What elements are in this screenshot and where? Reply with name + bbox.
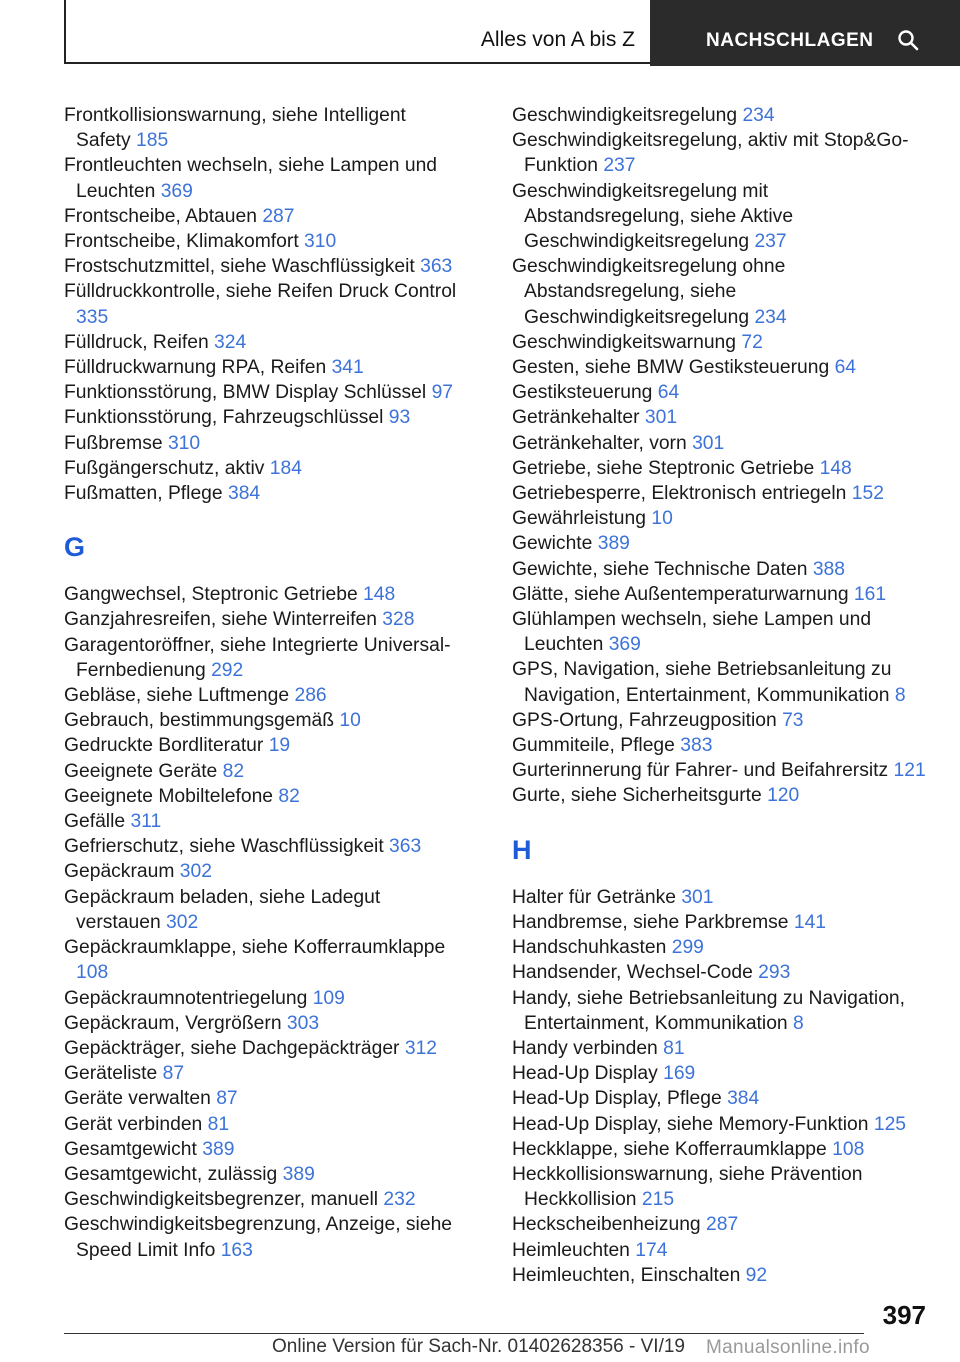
index-entry <box>64 229 464 254</box>
index-entry <box>64 431 464 456</box>
index-entry-text: Fußmatten, Pflege <box>64 483 223 505</box>
index-entry-text: Geeignete Mobiltelefone <box>64 785 274 807</box>
page-link[interactable]: 310 <box>167 432 201 454</box>
index-entry-text: Gepäckraum beladen, siehe Ladegut verstauen <box>64 886 381 933</box>
index-list <box>64 103 464 506</box>
page-link[interactable]: 328 <box>382 609 415 631</box>
tab-label: NACHSCHLAGEN <box>706 30 874 51</box>
index-entry-text: Geschwindigkeitsregelung <box>512 105 738 126</box>
index-entry-text: GPS-Ortung, Fahrzeugposition <box>512 709 777 731</box>
index-entry <box>512 506 932 531</box>
index-letter-heading: H <box>512 834 532 865</box>
page-link[interactable]: 363 <box>420 256 453 278</box>
page-link[interactable]: 363 <box>389 836 422 858</box>
index-entry <box>512 935 932 960</box>
index-entry-text: Garagentoröffner, siehe Integrierte Universal-Fernbedienung <box>64 634 451 681</box>
index-entry <box>64 405 464 430</box>
index-entry <box>512 1086 932 1111</box>
index-entry-text: Gesten, siehe BMW Gestiksteuerung <box>512 357 830 379</box>
index-entry <box>64 1086 464 1111</box>
index-entry-text: Gepäckraumklappe, siehe Kofferraumklappe <box>64 937 446 959</box>
index-entry <box>64 1112 464 1137</box>
page-link[interactable]: 108 <box>832 1138 865 1160</box>
index-entry-text: Gewährleistung <box>512 508 646 530</box>
index-entry-text: Geschwindigkeitsregelung, aktiv mit Stop&Go-Funktion <box>512 130 909 177</box>
index-entry <box>512 330 932 355</box>
index-column-right <box>512 103 932 1288</box>
page-number: 397 <box>882 1300 926 1330</box>
page-link[interactable]: 292 <box>211 659 244 681</box>
page-link[interactable]: 384 <box>727 1088 760 1110</box>
page-link[interactable]: 73 <box>782 709 804 731</box>
page-link[interactable]: 335 <box>76 306 109 328</box>
index-entry <box>64 708 464 733</box>
page-link[interactable]: 148 <box>819 457 852 479</box>
index-entry <box>512 607 932 657</box>
index-entry <box>64 1011 464 1036</box>
index-entry-text: Glühlampen wechseln, siehe Lampen und Leuchten <box>512 609 872 656</box>
page-link[interactable]: 302 <box>179 861 212 883</box>
index-entry <box>512 405 932 430</box>
index-entry <box>64 355 464 380</box>
index-entry-text: Heimleuchten, Einschalten <box>512 1264 741 1286</box>
index-entry <box>512 380 932 405</box>
index-entry <box>512 481 932 506</box>
index-letter-heading: G <box>64 532 86 563</box>
index-entry <box>512 1061 932 1086</box>
index-entry-text: Gewichte <box>512 533 593 555</box>
index-entry-text: Gurterinnerung für Fahrer- und Beifahrersitz <box>512 760 889 782</box>
index-entry <box>64 633 464 683</box>
page-link[interactable]: 286 <box>294 685 327 707</box>
page-link[interactable]: 237 <box>603 155 636 177</box>
page-link[interactable]: 81 <box>663 1037 685 1059</box>
index-entry-text: Gangwechsel, Steptronic Getriebe <box>64 584 358 606</box>
index-entry-text: Handsender, Wechsel-Code <box>512 962 753 984</box>
page-link[interactable]: 369 <box>160 180 193 202</box>
page-link[interactable]: 215 <box>641 1189 675 1211</box>
index-entry-text: Getränkehalter, vorn <box>512 432 687 454</box>
index-entry <box>64 1187 464 1212</box>
page-link[interactable]: 389 <box>597 533 630 555</box>
index-entry-text: Gepäckraum, Vergrößern <box>64 1012 282 1034</box>
index-entry-text: Gurte, siehe Sicherheitsgurte <box>512 785 762 807</box>
index-entry <box>512 885 932 910</box>
page-link[interactable]: 82 <box>222 760 245 782</box>
index-entry-text: Fülldruck, Reifen <box>64 331 209 353</box>
index-entry-text: Geschwindigkeitsbegrenzung, Anzeige, siehe Speed Limit Info <box>64 1214 453 1261</box>
page-link[interactable]: 10 <box>651 508 673 530</box>
search-icon <box>896 28 920 52</box>
index-entry-text: Heckkollisionswarnung, siehe Prävention Heckkollision <box>512 1163 863 1211</box>
index-entry-text: Gepäckträger, siehe Dachgepäckträger <box>64 1037 400 1059</box>
index-entry-text: Glätte, siehe Außentemperaturwarnung <box>512 583 849 605</box>
index-entry <box>64 279 464 329</box>
page-link[interactable]: 8 <box>793 1012 804 1034</box>
page-link[interactable]: 108 <box>76 962 109 984</box>
index-entry-text: Gummiteile, Pflege <box>512 735 675 757</box>
page-link[interactable]: 10 <box>339 710 361 732</box>
index-entry-text: Gestiksteuerung <box>512 382 653 404</box>
page-link[interactable]: 299 <box>671 937 704 959</box>
index-entry-text: Geräteliste <box>64 1063 158 1085</box>
page-link[interactable]: 310 <box>304 231 337 253</box>
page-link[interactable]: 234 <box>742 105 775 126</box>
page-link[interactable]: 87 <box>216 1088 238 1110</box>
index-entry-text: Handy verbinden <box>512 1037 658 1059</box>
index-entry <box>64 834 464 859</box>
page-link[interactable]: 384 <box>227 483 261 505</box>
index-entry-text: Gesamtgewicht <box>64 1138 197 1160</box>
index-entry <box>512 1238 932 1263</box>
index-entry <box>512 179 932 255</box>
index-entry <box>512 708 932 733</box>
page-link[interactable]: 287 <box>262 205 295 227</box>
page-link[interactable]: 109 <box>312 987 345 1009</box>
index-entry <box>64 330 464 355</box>
index-entry <box>64 1036 464 1061</box>
index-entry-text: Geschwindigkeitswarnung <box>512 331 736 353</box>
index-entry <box>512 456 932 481</box>
page-link[interactable]: 97 <box>431 382 454 404</box>
index-entry <box>512 1112 932 1137</box>
page-link[interactable]: 389 <box>202 1138 235 1160</box>
index-entry <box>512 758 932 783</box>
index-entry-text: Fülldruckwarnung RPA, Reifen <box>64 357 327 379</box>
index-entry-text: Geschwindigkeitsbegrenzer, manuell <box>64 1189 379 1211</box>
page-link[interactable]: 293 <box>758 962 791 984</box>
index-entry-text: Handschuhkasten <box>512 937 667 959</box>
page-link[interactable]: 120 <box>767 785 800 807</box>
footer-divider <box>64 1333 864 1334</box>
index-entry <box>512 557 932 582</box>
index-entry-text: Gerät verbinden <box>64 1113 203 1135</box>
page-link[interactable]: 232 <box>383 1189 416 1211</box>
index-entry-text: Geschwindigkeitsregelung ohne Abstandsregelung, siehe Geschwindigkeitsregelung <box>512 256 786 328</box>
index-entry <box>64 103 464 153</box>
page-link[interactable]: 303 <box>286 1012 320 1034</box>
index-entry <box>512 431 932 456</box>
page-link[interactable]: 148 <box>363 584 396 606</box>
index-entry <box>64 1061 464 1086</box>
index-entry <box>64 683 464 708</box>
index-entry-text: GPS, Navigation, siehe Betriebsanleitung zu Navigation, Entertainment, Kommunikation <box>512 659 892 706</box>
index-entry-text: Gefrierschutz, siehe Waschflüssigkeit <box>64 836 384 858</box>
page-link[interactable]: 184 <box>269 457 302 479</box>
index-entry <box>64 1162 464 1187</box>
page-link[interactable]: 324 <box>214 331 247 353</box>
index-entry <box>64 254 464 279</box>
index-entry <box>64 935 464 985</box>
page-link[interactable]: 301 <box>681 886 714 908</box>
index-entry <box>512 1036 932 1061</box>
index-entry <box>512 103 932 128</box>
page-link[interactable]: 125 <box>873 1113 907 1135</box>
index-entry-text: Getränkehalter <box>512 407 640 429</box>
index-entry-text: Fülldruckkontrolle, siehe Reifen Druck Control <box>64 281 457 303</box>
page-link[interactable]: 174 <box>635 1239 668 1261</box>
index-entry-text: Ganzjahresreifen, siehe Winterreifen <box>64 609 377 631</box>
index-entry-text: Funktionsstörung, Fahrzeugschlüssel <box>64 407 384 429</box>
index-list <box>512 103 932 809</box>
index-entry <box>64 809 464 834</box>
page-link[interactable]: 311 <box>130 811 162 833</box>
index-entry <box>512 910 932 935</box>
index-entry-text: Gefälle <box>64 811 126 833</box>
index-entry-text: Gepäckraum <box>64 861 175 883</box>
index-entry <box>64 759 464 784</box>
index-entry <box>64 607 464 632</box>
index-entry <box>512 1263 932 1288</box>
index-entry-text: Gesamtgewicht, zulässig <box>64 1163 278 1185</box>
index-entry-text: Frostschutzmittel, siehe Waschflüssigkeit <box>64 256 415 278</box>
index-entry-text: Head-Up Display, siehe Memory-Funktion <box>512 1113 869 1135</box>
page-link[interactable]: 163 <box>220 1239 253 1261</box>
index-entry-text: Frontscheibe, Abtauen <box>64 205 257 227</box>
index-entry-text: Funktionsstörung, BMW Display Schlüssel <box>64 382 427 404</box>
index-entry <box>512 986 932 1036</box>
index-entry-text: Head-Up Display, Pflege <box>512 1088 722 1110</box>
index-entry <box>512 960 932 985</box>
index-entry <box>512 128 932 178</box>
index-column-left <box>64 103 464 1263</box>
index-entry-text: Frontleuchten wechseln, siehe Lampen und Leuchten <box>64 155 438 202</box>
index-entry-text: Heckklappe, siehe Kofferraumklappe <box>512 1138 827 1160</box>
page-link[interactable]: 388 <box>812 558 845 580</box>
page-link[interactable]: 234 <box>754 306 787 328</box>
index-entry-text: Handbremse, siehe Parkbremse <box>512 911 789 933</box>
page-link[interactable]: 64 <box>657 382 680 404</box>
index-entry-text: Gewichte, siehe Technische Daten <box>512 558 808 580</box>
index-entry <box>512 1212 932 1237</box>
page-link[interactable]: 92 <box>745 1264 768 1286</box>
index-entry <box>64 456 464 481</box>
page-link[interactable]: 237 <box>754 231 787 253</box>
index-entry-text: Gebläse, siehe Luftmenge <box>64 685 290 707</box>
section-title: Alles von A bis Z <box>480 28 635 51</box>
index-entry-text: Heimleuchten <box>512 1239 630 1261</box>
page-link[interactable]: 81 <box>207 1113 230 1135</box>
index-entry <box>512 1162 932 1212</box>
page-link[interactable]: 302 <box>166 911 199 933</box>
index-entry-text: Halter für Getränke <box>512 886 676 908</box>
index-entry-text: Head-Up Display <box>512 1063 658 1085</box>
page-link[interactable]: 169 <box>663 1063 696 1085</box>
index-entry <box>64 986 464 1011</box>
page-link[interactable]: 301 <box>692 432 725 454</box>
page-link[interactable]: 64 <box>834 357 857 379</box>
index-entry-text: Frontkollisionswarnung, siehe Intelligent Safety <box>64 105 406 152</box>
index-entry <box>512 254 932 330</box>
index-entry-text: Handy, siehe Betriebsanleitung zu Navigation, Entertainment, Kommunikation <box>512 987 906 1034</box>
index-entry <box>64 733 464 758</box>
page-link[interactable]: 152 <box>851 483 884 505</box>
index-entry <box>64 1212 464 1262</box>
index-entry <box>64 481 464 506</box>
page-link[interactable]: 389 <box>282 1163 315 1185</box>
page-link[interactable]: 72 <box>741 331 763 353</box>
index-list <box>64 582 464 1262</box>
index-entry <box>512 582 932 607</box>
page-link[interactable]: 312 <box>404 1037 438 1059</box>
page-link[interactable]: 8 <box>894 684 906 706</box>
index-list <box>512 885 932 1288</box>
page-link[interactable]: 141 <box>793 911 827 933</box>
index-entry <box>512 733 932 758</box>
index-entry-text: Gebrauch, bestimmungsgemäß <box>64 710 335 732</box>
index-entry-text: Getriebe, siehe Steptronic Getriebe <box>512 457 815 479</box>
index-entry <box>512 531 932 556</box>
page-link[interactable]: 185 <box>136 130 169 152</box>
index-entry-text: Gepäckraumnotentriegelung <box>64 987 308 1009</box>
index-entry-text: Geschwindigkeitsregelung mit Abstandsregelung, siehe Aktive Geschwindigkeitsregelung <box>512 180 794 253</box>
index-entry <box>64 1137 464 1162</box>
online-version-note: Online Version für Sach-Nr. 01402628356 - VI/19 <box>272 1336 685 1357</box>
page-link[interactable]: 161 <box>853 583 887 605</box>
index-entry-text: Heckscheibenheizung <box>512 1214 701 1236</box>
page-link[interactable]: 121 <box>893 760 926 782</box>
index-entry <box>512 1137 932 1162</box>
index-entry <box>64 859 464 884</box>
index-entry-text: Fußgängerschutz, aktiv <box>64 457 265 479</box>
index-entry <box>64 784 464 809</box>
index-entry <box>64 885 464 935</box>
index-entry <box>64 582 464 607</box>
index-entry <box>64 380 464 405</box>
page-header <box>0 0 960 66</box>
page-link[interactable]: 87 <box>162 1063 185 1085</box>
page-link[interactable]: 82 <box>278 785 300 807</box>
page-link[interactable]: 301 <box>644 407 678 429</box>
page-link[interactable]: 341 <box>331 357 364 379</box>
index-entry-text: Getriebesperre, Elektronisch entriegeln <box>512 483 847 505</box>
index-entry-text: Frontscheibe, Klimakomfort <box>64 231 299 253</box>
page-link[interactable]: 93 <box>388 407 411 429</box>
page-link[interactable]: 287 <box>706 1214 739 1236</box>
index-entry-text: Fußbremse <box>64 432 163 454</box>
index-entry-text: Gedruckte Bordliteratur <box>64 735 264 757</box>
index-entry <box>64 153 464 203</box>
index-entry-text: Geeignete Geräte <box>64 760 218 782</box>
page-link[interactable]: 383 <box>680 735 713 757</box>
watermark-text: Manualsonline.info <box>706 1337 870 1358</box>
index-entry <box>512 355 932 380</box>
index-entry <box>64 204 464 229</box>
page-link[interactable]: 369 <box>608 634 641 656</box>
tab-nachschlagen[interactable] <box>650 0 960 66</box>
index-entry-text: Geräte verwalten <box>64 1088 211 1110</box>
index-entry <box>512 657 932 707</box>
index-entry <box>512 783 932 808</box>
page-link[interactable]: 19 <box>268 735 291 757</box>
